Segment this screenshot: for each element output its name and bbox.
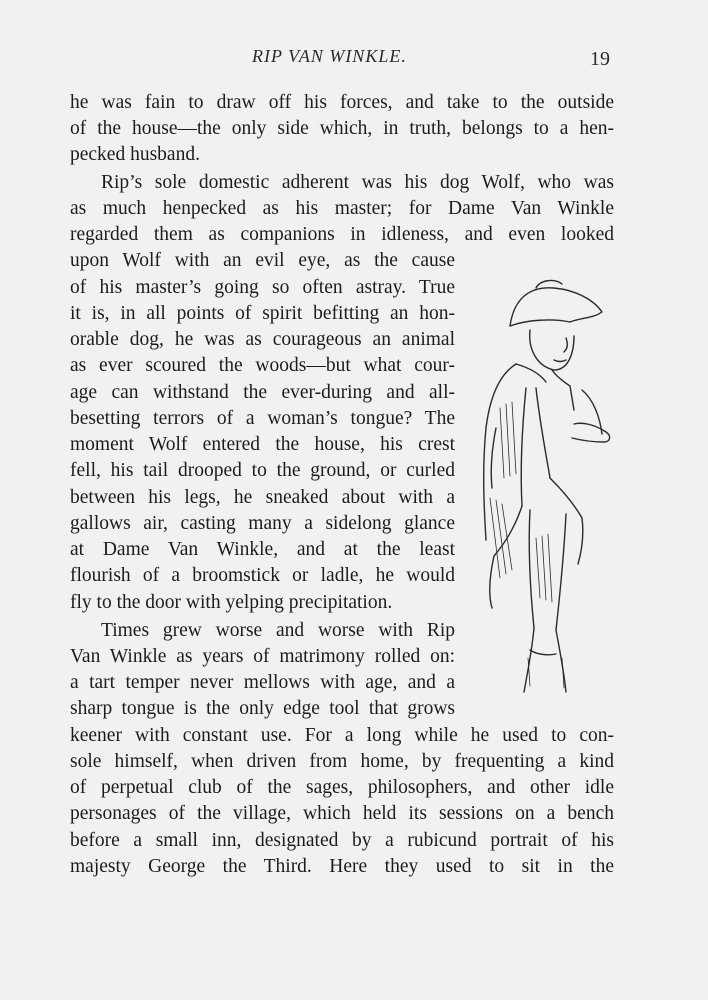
- page-number: 19: [590, 48, 610, 70]
- text-line: pecked husband.: [70, 144, 200, 165]
- text-line: gallows air, casting many a sidelong glance: [70, 513, 455, 534]
- text-line: keener with constant use. For a long while he used to con-: [70, 725, 614, 746]
- text-line: a tart temper never mellows with age, and a: [70, 672, 455, 693]
- text-line: Rip’s sole domestic adherent was his dog Wolf, who was: [101, 172, 614, 193]
- text-line: Van Winkle as years of matrimony rolled on:: [70, 646, 455, 667]
- text-line: of the house—the only side which, in truth, belongs to a hen-: [70, 118, 614, 139]
- running-head: [0, 46, 708, 76]
- text-line: moment Wolf entered the house, his crest: [70, 434, 455, 455]
- text-line: majesty George the Third. Here they used to sit in the: [70, 856, 614, 877]
- text-line: flourish of a broomstick or ladle, he would: [70, 565, 455, 586]
- text-line: he was fain to draw off his forces, and take to the outside: [70, 92, 614, 113]
- text-line: sole himself, when driven from home, by frequenting a kind: [70, 751, 614, 772]
- text-line: sharp tongue is the only edge tool that grows: [70, 698, 455, 719]
- text-line: before a small inn, designated by a rubicund portrait of his: [70, 830, 614, 851]
- text-line: Times grew worse and worse with Rip: [101, 620, 455, 641]
- text-line: orable dog, he was as courageous an animal: [70, 329, 455, 350]
- text-line: at Dame Van Winkle, and at the least: [70, 539, 455, 560]
- text-line: of perpetual club of the sages, philosophers, and other idle: [70, 777, 614, 798]
- text-line: age can withstand the ever-during and all-: [70, 382, 455, 403]
- text-line: it is, in all points of spirit befitting an hon-: [70, 303, 455, 324]
- text-line: as much henpecked as his master; for Dame Van Winkle: [70, 198, 614, 219]
- text-line: as ever scoured the woods—but what cour-: [70, 355, 455, 376]
- text-line: personages of the village, which held its sessions on a bench: [70, 803, 614, 824]
- text-line: fell, his tail drooped to the ground, or curled: [70, 460, 455, 481]
- text-line: of his master’s going so often astray. True: [70, 277, 455, 298]
- text-line: fly to the door with yelping precipitation.: [70, 592, 393, 613]
- text-line: besetting terrors of a woman’s tongue? The: [70, 408, 455, 429]
- text-line: between his legs, he sneaked about with a: [70, 487, 455, 508]
- text-line: upon Wolf with an evil eye, as the cause: [70, 250, 455, 271]
- running-title: RIP VAN WINKLE.: [252, 46, 407, 66]
- rip-van-winkle-figure-icon: [470, 278, 615, 700]
- text-line: regarded them as companions in idleness, and even looked: [70, 224, 614, 245]
